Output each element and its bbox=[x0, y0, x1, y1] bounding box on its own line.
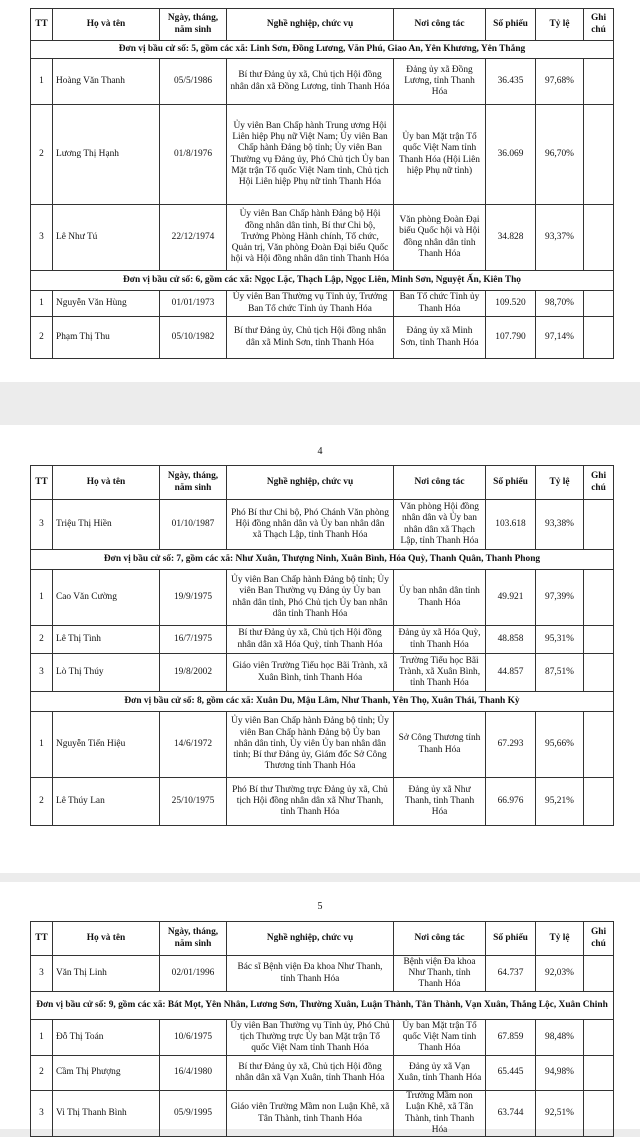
cell-workplace: Đảng ủy xã Hóa Quỳ, tỉnh Thanh Hóa bbox=[394, 626, 486, 654]
cell-name: Lê Thị Tình bbox=[53, 626, 160, 654]
cell-note bbox=[584, 105, 614, 205]
cell-job: Ủy viên Ban Thường vụ Tỉnh ủy, Phó Chủ tịch Thường trực Ủy ban Mặt trận Tổ quốc Việt Nam tỉnh Thanh Hóa bbox=[227, 1020, 394, 1056]
table-header-row bbox=[31, 9, 614, 41]
cell-note bbox=[584, 205, 614, 271]
cell-votes: 65.445 bbox=[486, 1056, 536, 1091]
header-job: Nghề nghiệp, chức vụ bbox=[227, 922, 394, 956]
candidate-table bbox=[30, 465, 614, 826]
cell-note bbox=[584, 626, 614, 654]
cell-votes: 67.859 bbox=[486, 1020, 536, 1056]
table-row bbox=[31, 291, 614, 317]
cell-dob: 22/12/1974 bbox=[160, 205, 227, 271]
cell-tt: 1 bbox=[31, 712, 53, 778]
section-row bbox=[31, 692, 614, 712]
cell-name: Triệu Thị Hiền bbox=[53, 500, 160, 550]
cell-job: Ủy viên Ban Chấp hành Đảng bộ tỉnh; Ủy viên Ban Thường vụ Đảng ủy Ủy ban nhân dân tỉnh, Phó Chủ tịch Ủy ban nhân dân tỉnh Thanh Hóa bbox=[227, 570, 394, 626]
cell-votes: 63.744 bbox=[486, 1091, 536, 1137]
table-row bbox=[31, 500, 614, 550]
cell-workplace: Văn phòng Đoàn Đại biểu Quốc hội và Hội đồng nhân dân tỉnh Thanh Hóa bbox=[394, 205, 486, 271]
cell-note bbox=[584, 317, 614, 359]
cell-votes: 109.520 bbox=[486, 291, 536, 317]
header-percent: Tỷ lệ bbox=[536, 466, 584, 500]
header-workplace: Nơi công tác bbox=[394, 466, 486, 500]
cell-tt: 2 bbox=[31, 317, 53, 359]
cell-dob: 14/6/1972 bbox=[160, 712, 227, 778]
cell-dob: 01/10/1987 bbox=[160, 500, 227, 550]
cell-percent: 93,38% bbox=[536, 500, 584, 550]
cell-workplace: Sở Công Thương tỉnh Thanh Hóa bbox=[394, 712, 486, 778]
header-dob: Ngày, tháng, năm sinh bbox=[160, 922, 227, 956]
cell-workplace: Ban Tổ chức Tỉnh ủy Thanh Hóa bbox=[394, 291, 486, 317]
cell-job: Ủy viên Ban Chấp hành Đảng bộ tỉnh; Ủy viên Ban Chấp hành Đảng bộ Ủy ban nhân dân tỉnh, Ủy viên Ủy ban nhân dân tỉnh; Bí thư Đảng ủy, Giám đốc Sở Công Thương tỉnh Thanh Hóa bbox=[227, 712, 394, 778]
header-name: Họ và tên bbox=[53, 466, 160, 500]
cell-tt: 2 bbox=[31, 105, 53, 205]
section-row bbox=[31, 992, 614, 1020]
table-row bbox=[31, 1056, 614, 1091]
cell-note bbox=[584, 1091, 614, 1137]
cell-percent: 98,70% bbox=[536, 291, 584, 317]
cell-note bbox=[584, 712, 614, 778]
cell-dob: 05/9/1995 bbox=[160, 1091, 227, 1137]
cell-dob: 02/01/1996 bbox=[160, 956, 227, 992]
cell-workplace: Đảng ủy xã Vạn Xuân, tỉnh Thanh Hóa bbox=[394, 1056, 486, 1091]
table-header-row bbox=[31, 922, 614, 956]
table-row bbox=[31, 205, 614, 271]
header-tt: TT bbox=[31, 922, 53, 956]
table-row bbox=[31, 1020, 614, 1056]
cell-workplace: Đảng ủy xã Đồng Lương, tỉnh Thanh Hóa bbox=[394, 59, 486, 105]
cell-job: Bí thư Đảng ủy xã, Chủ tịch Hội đồng nhân dân xã Đồng Lương, tỉnh Thanh Hóa bbox=[227, 59, 394, 105]
cell-votes: 103.618 bbox=[486, 500, 536, 550]
cell-workplace: Bệnh viện Đa khoa Như Thanh, tỉnh Thanh Hóa bbox=[394, 956, 486, 992]
table-row bbox=[31, 626, 614, 654]
document-page bbox=[0, 425, 640, 873]
cell-tt: 3 bbox=[31, 956, 53, 992]
cell-votes: 34.828 bbox=[486, 205, 536, 271]
cell-workplace: Trường Mầm non Luận Khê, xã Tân Thành, tỉnh Thanh Hóa bbox=[394, 1091, 486, 1137]
cell-name: Lương Thị Hạnh bbox=[53, 105, 160, 205]
cell-name: Cầm Thị Phượng bbox=[53, 1056, 160, 1091]
section-title: Đơn vị bầu cử số: 5, gồm các xã: Linh Sơn, Đồng Lương, Văn Phú, Giao An, Yên Khương, Yên Thắng bbox=[31, 41, 614, 59]
header-name: Họ và tên bbox=[53, 9, 160, 41]
section-row bbox=[31, 271, 614, 291]
cell-votes: 49.921 bbox=[486, 570, 536, 626]
header-votes: Số phiếu bbox=[486, 9, 536, 41]
header-dob: Ngày, tháng, năm sinh bbox=[160, 466, 227, 500]
cell-percent: 92,51% bbox=[536, 1091, 584, 1137]
candidate-table bbox=[30, 8, 614, 359]
cell-job: Bí thư Đảng ủy xã, Chủ tịch Hội đồng nhân dân xã Vạn Xuân, tỉnh Thanh Hóa bbox=[227, 1056, 394, 1091]
cell-tt: 2 bbox=[31, 1056, 53, 1091]
cell-votes: 48.858 bbox=[486, 626, 536, 654]
cell-job: Ủy viên Ban Chấp hành Trung ương Hội Liên hiệp Phụ nữ Việt Nam; Ủy viên Ban Chấp hành Đảng bộ tỉnh; Ủy viên Ban Thường vụ Đảng ủy, Phó Chủ tịch Ủy ban Mặt trận Tổ quốc Việt Nam tỉnh, Chủ tịch Hội Liên hiệp Phụ nữ tỉnh Thanh Hóa bbox=[227, 105, 394, 205]
header-votes: Số phiếu bbox=[486, 466, 536, 500]
cell-percent: 95,21% bbox=[536, 778, 584, 826]
cell-note bbox=[584, 1056, 614, 1091]
cell-percent: 96,70% bbox=[536, 105, 584, 205]
cell-percent: 87,51% bbox=[536, 654, 584, 692]
cell-dob: 05/5/1986 bbox=[160, 59, 227, 105]
cell-dob: 10/6/1975 bbox=[160, 1020, 227, 1056]
header-note: Ghi chú bbox=[584, 466, 614, 500]
header-tt: TT bbox=[31, 466, 53, 500]
header-job: Nghề nghiệp, chức vụ bbox=[227, 9, 394, 41]
cell-votes: 36.435 bbox=[486, 59, 536, 105]
cell-dob: 05/10/1982 bbox=[160, 317, 227, 359]
document-page bbox=[0, 0, 640, 382]
cell-votes: 67.293 bbox=[486, 712, 536, 778]
table-row bbox=[31, 654, 614, 692]
page-number: 4 bbox=[317, 446, 323, 457]
cell-workplace: Ủy ban Mặt trận Tổ quốc Việt Nam tỉnh Thanh Hóa (Hội Liên hiệp Phụ nữ tỉnh) bbox=[394, 105, 486, 205]
section-title: Đơn vị bầu cử số: 8, gồm các xã: Xuân Du, Mậu Lâm, Như Thanh, Yên Thọ, Xuân Thái, Thanh Kỳ bbox=[31, 692, 614, 712]
cell-note bbox=[584, 654, 614, 692]
cell-note bbox=[584, 570, 614, 626]
cell-dob: 25/10/1975 bbox=[160, 778, 227, 826]
cell-tt: 2 bbox=[31, 778, 53, 826]
header-dob: Ngày, tháng, năm sinh bbox=[160, 9, 227, 41]
section-row bbox=[31, 41, 614, 59]
cell-job: Giáo viên Trường Mầm non Luận Khê, xã Tân Thành, tỉnh Thanh Hóa bbox=[227, 1091, 394, 1137]
cell-workplace: Ủy ban Mặt trận Tổ quốc Việt Nam tỉnh Thanh Hóa bbox=[394, 1020, 486, 1056]
cell-note bbox=[584, 956, 614, 992]
cell-tt: 1 bbox=[31, 570, 53, 626]
header-percent: Tỷ lệ bbox=[536, 922, 584, 956]
table-row bbox=[31, 317, 614, 359]
cell-name: Lò Thị Thúy bbox=[53, 654, 160, 692]
cell-name: Lê Thúy Lan bbox=[53, 778, 160, 826]
candidate-table bbox=[30, 921, 614, 1137]
header-percent: Tỷ lệ bbox=[536, 9, 584, 41]
cell-name: Cao Văn Cường bbox=[53, 570, 160, 626]
header-job: Nghề nghiệp, chức vụ bbox=[227, 466, 394, 500]
cell-note bbox=[584, 778, 614, 826]
cell-name: Phạm Thị Thu bbox=[53, 317, 160, 359]
cell-name: Vi Thị Thanh Bình bbox=[53, 1091, 160, 1137]
cell-name: Nguyễn Tiến Hiệu bbox=[53, 712, 160, 778]
table-row bbox=[31, 712, 614, 778]
cell-note bbox=[584, 500, 614, 550]
cell-percent: 97,39% bbox=[536, 570, 584, 626]
section-title: Đơn vị bầu cử số: 7, gồm các xã: Như Xuân, Thượng Ninh, Xuân Bình, Hóa Quỳ, Thanh Quân, Thanh Phong bbox=[31, 550, 614, 570]
cell-tt: 1 bbox=[31, 59, 53, 105]
cell-votes: 107.790 bbox=[486, 317, 536, 359]
cell-tt: 3 bbox=[31, 1091, 53, 1137]
cell-tt: 3 bbox=[31, 500, 53, 550]
cell-percent: 97,68% bbox=[536, 59, 584, 105]
cell-tt: 2 bbox=[31, 626, 53, 654]
cell-votes: 66.976 bbox=[486, 778, 536, 826]
cell-votes: 44.857 bbox=[486, 654, 536, 692]
cell-workplace: Ủy ban nhân dân tỉnh Thanh Hóa bbox=[394, 570, 486, 626]
cell-workplace: Văn phòng Hội đồng nhân dân và Ủy ban nhân dân xã Thạch Lập, tỉnh Thanh Hóa bbox=[394, 500, 486, 550]
cell-percent: 97,14% bbox=[536, 317, 584, 359]
cell-job: Bí thư Đảng ủy, Chủ tịch Hội đồng nhân dân xã Minh Sơn, tỉnh Thanh Hóa bbox=[227, 317, 394, 359]
cell-percent: 98,48% bbox=[536, 1020, 584, 1056]
cell-job: Ủy viên Ban Thường vụ Tỉnh ủy, Trưởng Ban Tổ chức Tỉnh ủy Thanh Hóa bbox=[227, 291, 394, 317]
cell-percent: 94,98% bbox=[536, 1056, 584, 1091]
cell-name: Đỗ Thị Toán bbox=[53, 1020, 160, 1056]
cell-tt: 1 bbox=[31, 291, 53, 317]
cell-dob: 01/8/1976 bbox=[160, 105, 227, 205]
cell-job: Giáo viên Trường Tiểu học Bãi Trành, xã Xuân Bình, tỉnh Thanh Hóa bbox=[227, 654, 394, 692]
table-row bbox=[31, 59, 614, 105]
header-workplace: Nơi công tác bbox=[394, 922, 486, 956]
cell-note bbox=[584, 291, 614, 317]
header-votes: Số phiếu bbox=[486, 922, 536, 956]
cell-dob: 19/8/2002 bbox=[160, 654, 227, 692]
table-row bbox=[31, 778, 614, 826]
cell-votes: 64.737 bbox=[486, 956, 536, 992]
cell-percent: 92,03% bbox=[536, 956, 584, 992]
cell-workplace: Đảng ủy xã Như Thanh, tỉnh Thanh Hóa bbox=[394, 778, 486, 826]
cell-job: Ủy viên Ban Chấp hành Đảng bộ Hội đồng nhân dân tỉnh, Bí thư Chi bộ, Trưởng Phòng Hành chính, Tổ chức, Quản trị, Văn phòng Đoàn Đại biểu Quốc hội và Hội đồng nhân dân tỉnh Thanh Hóa bbox=[227, 205, 394, 271]
cell-name: Nguyễn Văn Hùng bbox=[53, 291, 160, 317]
header-workplace: Nơi công tác bbox=[394, 9, 486, 41]
cell-percent: 95,31% bbox=[536, 626, 584, 654]
table-header-row bbox=[31, 466, 614, 500]
cell-dob: 19/9/1975 bbox=[160, 570, 227, 626]
table-row bbox=[31, 1091, 614, 1137]
page-number: 5 bbox=[317, 901, 323, 912]
section-row bbox=[31, 550, 614, 570]
header-note: Ghi chú bbox=[584, 9, 614, 41]
table-row bbox=[31, 956, 614, 992]
cell-dob: 16/4/1980 bbox=[160, 1056, 227, 1091]
cell-tt: 1 bbox=[31, 1020, 53, 1056]
cell-note bbox=[584, 59, 614, 105]
cell-job: Bí thư Đảng ủy xã, Chủ tịch Hội đồng nhân dân xã Hóa Quỳ, tỉnh Thanh Hóa bbox=[227, 626, 394, 654]
section-title: Đơn vị bầu cử số: 6, gồm các xã: Ngọc Lặc, Thạch Lập, Ngọc Liên, Minh Sơn, Nguyệt Ấn, Kiên Thọ bbox=[31, 271, 614, 291]
cell-dob: 01/01/1973 bbox=[160, 291, 227, 317]
cell-job: Phó Bí thư Chi bộ, Phó Chánh Văn phòng Hội đồng nhân dân và Ủy ban nhân dân xã Thạch Lập, tỉnh Thanh Hóa bbox=[227, 500, 394, 550]
cell-percent: 93,37% bbox=[536, 205, 584, 271]
cell-name: Hoàng Văn Thanh bbox=[53, 59, 160, 105]
header-name: Họ và tên bbox=[53, 922, 160, 956]
cell-name: Lê Như Tú bbox=[53, 205, 160, 271]
header-note: Ghi chú bbox=[584, 922, 614, 956]
table-row bbox=[31, 105, 614, 205]
cell-tt: 3 bbox=[31, 654, 53, 692]
cell-votes: 36.069 bbox=[486, 105, 536, 205]
table-row bbox=[31, 570, 614, 626]
cell-percent: 95,66% bbox=[536, 712, 584, 778]
cell-name: Văn Thị Linh bbox=[53, 956, 160, 992]
document-page bbox=[0, 882, 640, 1135]
cell-job: Bác sĩ Bệnh viện Đa khoa Như Thanh, tỉnh Thanh Hóa bbox=[227, 956, 394, 992]
cell-workplace: Trường Tiểu học Bãi Trành, xã Xuân Bình, tỉnh Thanh Hóa bbox=[394, 654, 486, 692]
cell-dob: 16/7/1975 bbox=[160, 626, 227, 654]
cell-tt: 3 bbox=[31, 205, 53, 271]
cell-workplace: Đảng ủy xã Minh Sơn, tỉnh Thanh Hóa bbox=[394, 317, 486, 359]
section-title: Đơn vị bầu cử số: 9, gồm các xã: Bát Mọt, Yên Nhân, Lương Sơn, Thường Xuân, Luận Thành, Tân Thành, Vạn Xuân, Thắng Lộc, Xuân Chinh bbox=[31, 992, 614, 1020]
cell-note bbox=[584, 1020, 614, 1056]
cell-job: Phó Bí thư Thường trực Đảng ủy xã, Chủ tịch Hội đồng nhân dân xã Như Thanh, tỉnh Thanh Hóa bbox=[227, 778, 394, 826]
header-tt: TT bbox=[31, 9, 53, 41]
